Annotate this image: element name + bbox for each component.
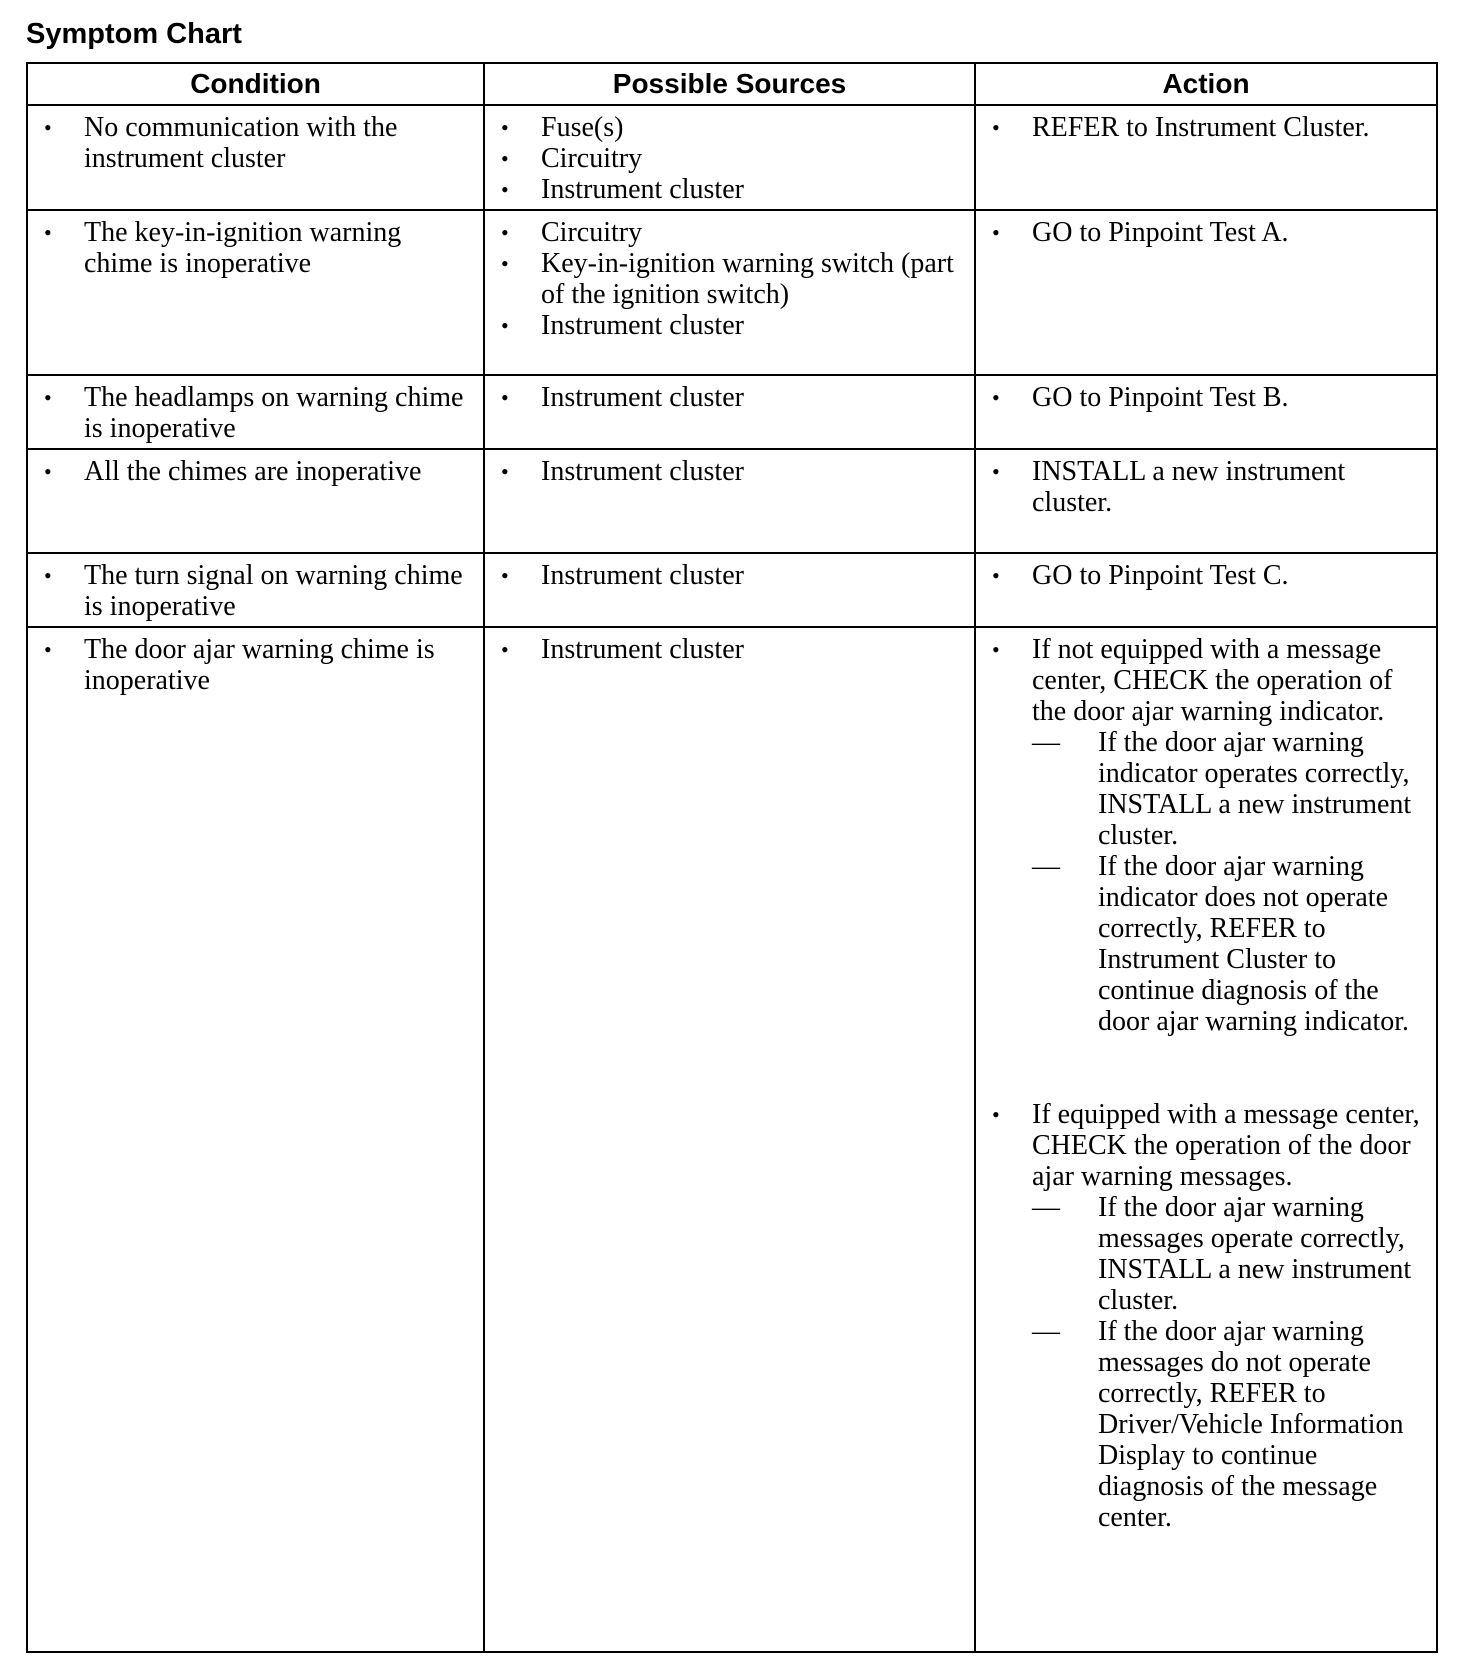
condition-text: • The turn signal on warning chime is inoperative bbox=[40, 560, 475, 622]
sources-cell bbox=[484, 449, 975, 553]
condition-text: • All the chimes are inoperative bbox=[40, 456, 475, 487]
condition-cell bbox=[27, 627, 484, 1652]
source-item: • Instrument cluster bbox=[497, 634, 966, 665]
source-item: • Fuse(s) bbox=[497, 112, 966, 143]
sources-cell bbox=[484, 210, 975, 375]
action-cell bbox=[975, 105, 1437, 210]
action-cell bbox=[975, 449, 1437, 553]
source-item: • Key-in-ignition warning switch (part of the ignition switch) bbox=[497, 248, 966, 310]
spacer bbox=[988, 1037, 1428, 1099]
condition-text: • The key-in-ignition warning chime is inoperative bbox=[40, 217, 475, 279]
sources-cell bbox=[484, 627, 975, 1652]
action-text: • GO to Pinpoint Test B. bbox=[988, 382, 1428, 413]
source-item: • Circuitry bbox=[497, 143, 966, 174]
table-row bbox=[27, 375, 1437, 449]
source-item: • Instrument cluster bbox=[497, 174, 966, 205]
source-item: • Instrument cluster bbox=[497, 310, 966, 341]
source-item: • Instrument cluster bbox=[497, 456, 966, 487]
condition-cell bbox=[27, 210, 484, 375]
sources-cell bbox=[484, 553, 975, 627]
action-text: If not equipped with a message center, CHECK the operation of the door ajar warning indicator. bbox=[1032, 634, 1393, 727]
source-item: • Instrument cluster bbox=[497, 382, 966, 413]
table-row bbox=[27, 449, 1437, 553]
condition-cell bbox=[27, 553, 484, 627]
action-text: • GO to Pinpoint Test A. bbox=[988, 217, 1428, 248]
table-header-row bbox=[27, 63, 1437, 105]
action-cell bbox=[975, 375, 1437, 449]
condition-text: • No communication with the instrument cluster bbox=[40, 112, 475, 174]
sources-cell bbox=[484, 105, 975, 210]
condition-text: • The headlamps on warning chime is inoperative bbox=[40, 382, 475, 444]
header-action: Action bbox=[975, 63, 1437, 105]
condition-cell bbox=[27, 105, 484, 210]
table-row bbox=[27, 627, 1437, 1652]
symptom-chart-table bbox=[26, 62, 1438, 1653]
source-item: • Instrument cluster bbox=[497, 560, 966, 591]
action-substep: — If the door ajar warning indicator operates correctly, INSTALL a new instrument cluster. bbox=[1032, 727, 1428, 851]
table-row bbox=[27, 210, 1437, 375]
action-step-message-center bbox=[988, 1099, 1428, 1533]
action-cell bbox=[975, 210, 1437, 375]
sources-cell bbox=[484, 375, 975, 449]
action-text: If equipped with a message center, CHECK the operation of the door ajar warning messages. bbox=[1032, 1099, 1420, 1192]
header-condition: Condition bbox=[27, 63, 484, 105]
action-cell bbox=[975, 553, 1437, 627]
condition-text: • The door ajar warning chime is inoperative bbox=[40, 634, 475, 696]
action-text: • GO to Pinpoint Test C. bbox=[988, 560, 1428, 591]
table-row bbox=[27, 553, 1437, 627]
condition-cell bbox=[27, 449, 484, 553]
action-text: • INSTALL a new instrument cluster. bbox=[988, 456, 1428, 518]
action-substep: — If the door ajar warning messages do not operate correctly, REFER to Driver/Vehicle Information Display to continue diagnosis of the message center. bbox=[1032, 1316, 1428, 1533]
source-item: • Circuitry bbox=[497, 217, 966, 248]
action-substep: — If the door ajar warning indicator does not operate correctly, REFER to Instrument Cluster to continue diagnosis of the door ajar warning indicator. bbox=[1032, 851, 1428, 1037]
action-cell bbox=[975, 627, 1437, 1652]
action-text: • REFER to Instrument Cluster. bbox=[988, 112, 1428, 143]
header-possible-sources: Possible Sources bbox=[484, 63, 975, 105]
condition-cell bbox=[27, 375, 484, 449]
chart-title: Symptom Chart bbox=[26, 18, 242, 50]
action-step-no-message-center bbox=[988, 634, 1428, 1037]
table-row bbox=[27, 105, 1437, 210]
action-substep: — If the door ajar warning messages operate correctly, INSTALL a new instrument cluster. bbox=[1032, 1192, 1428, 1316]
